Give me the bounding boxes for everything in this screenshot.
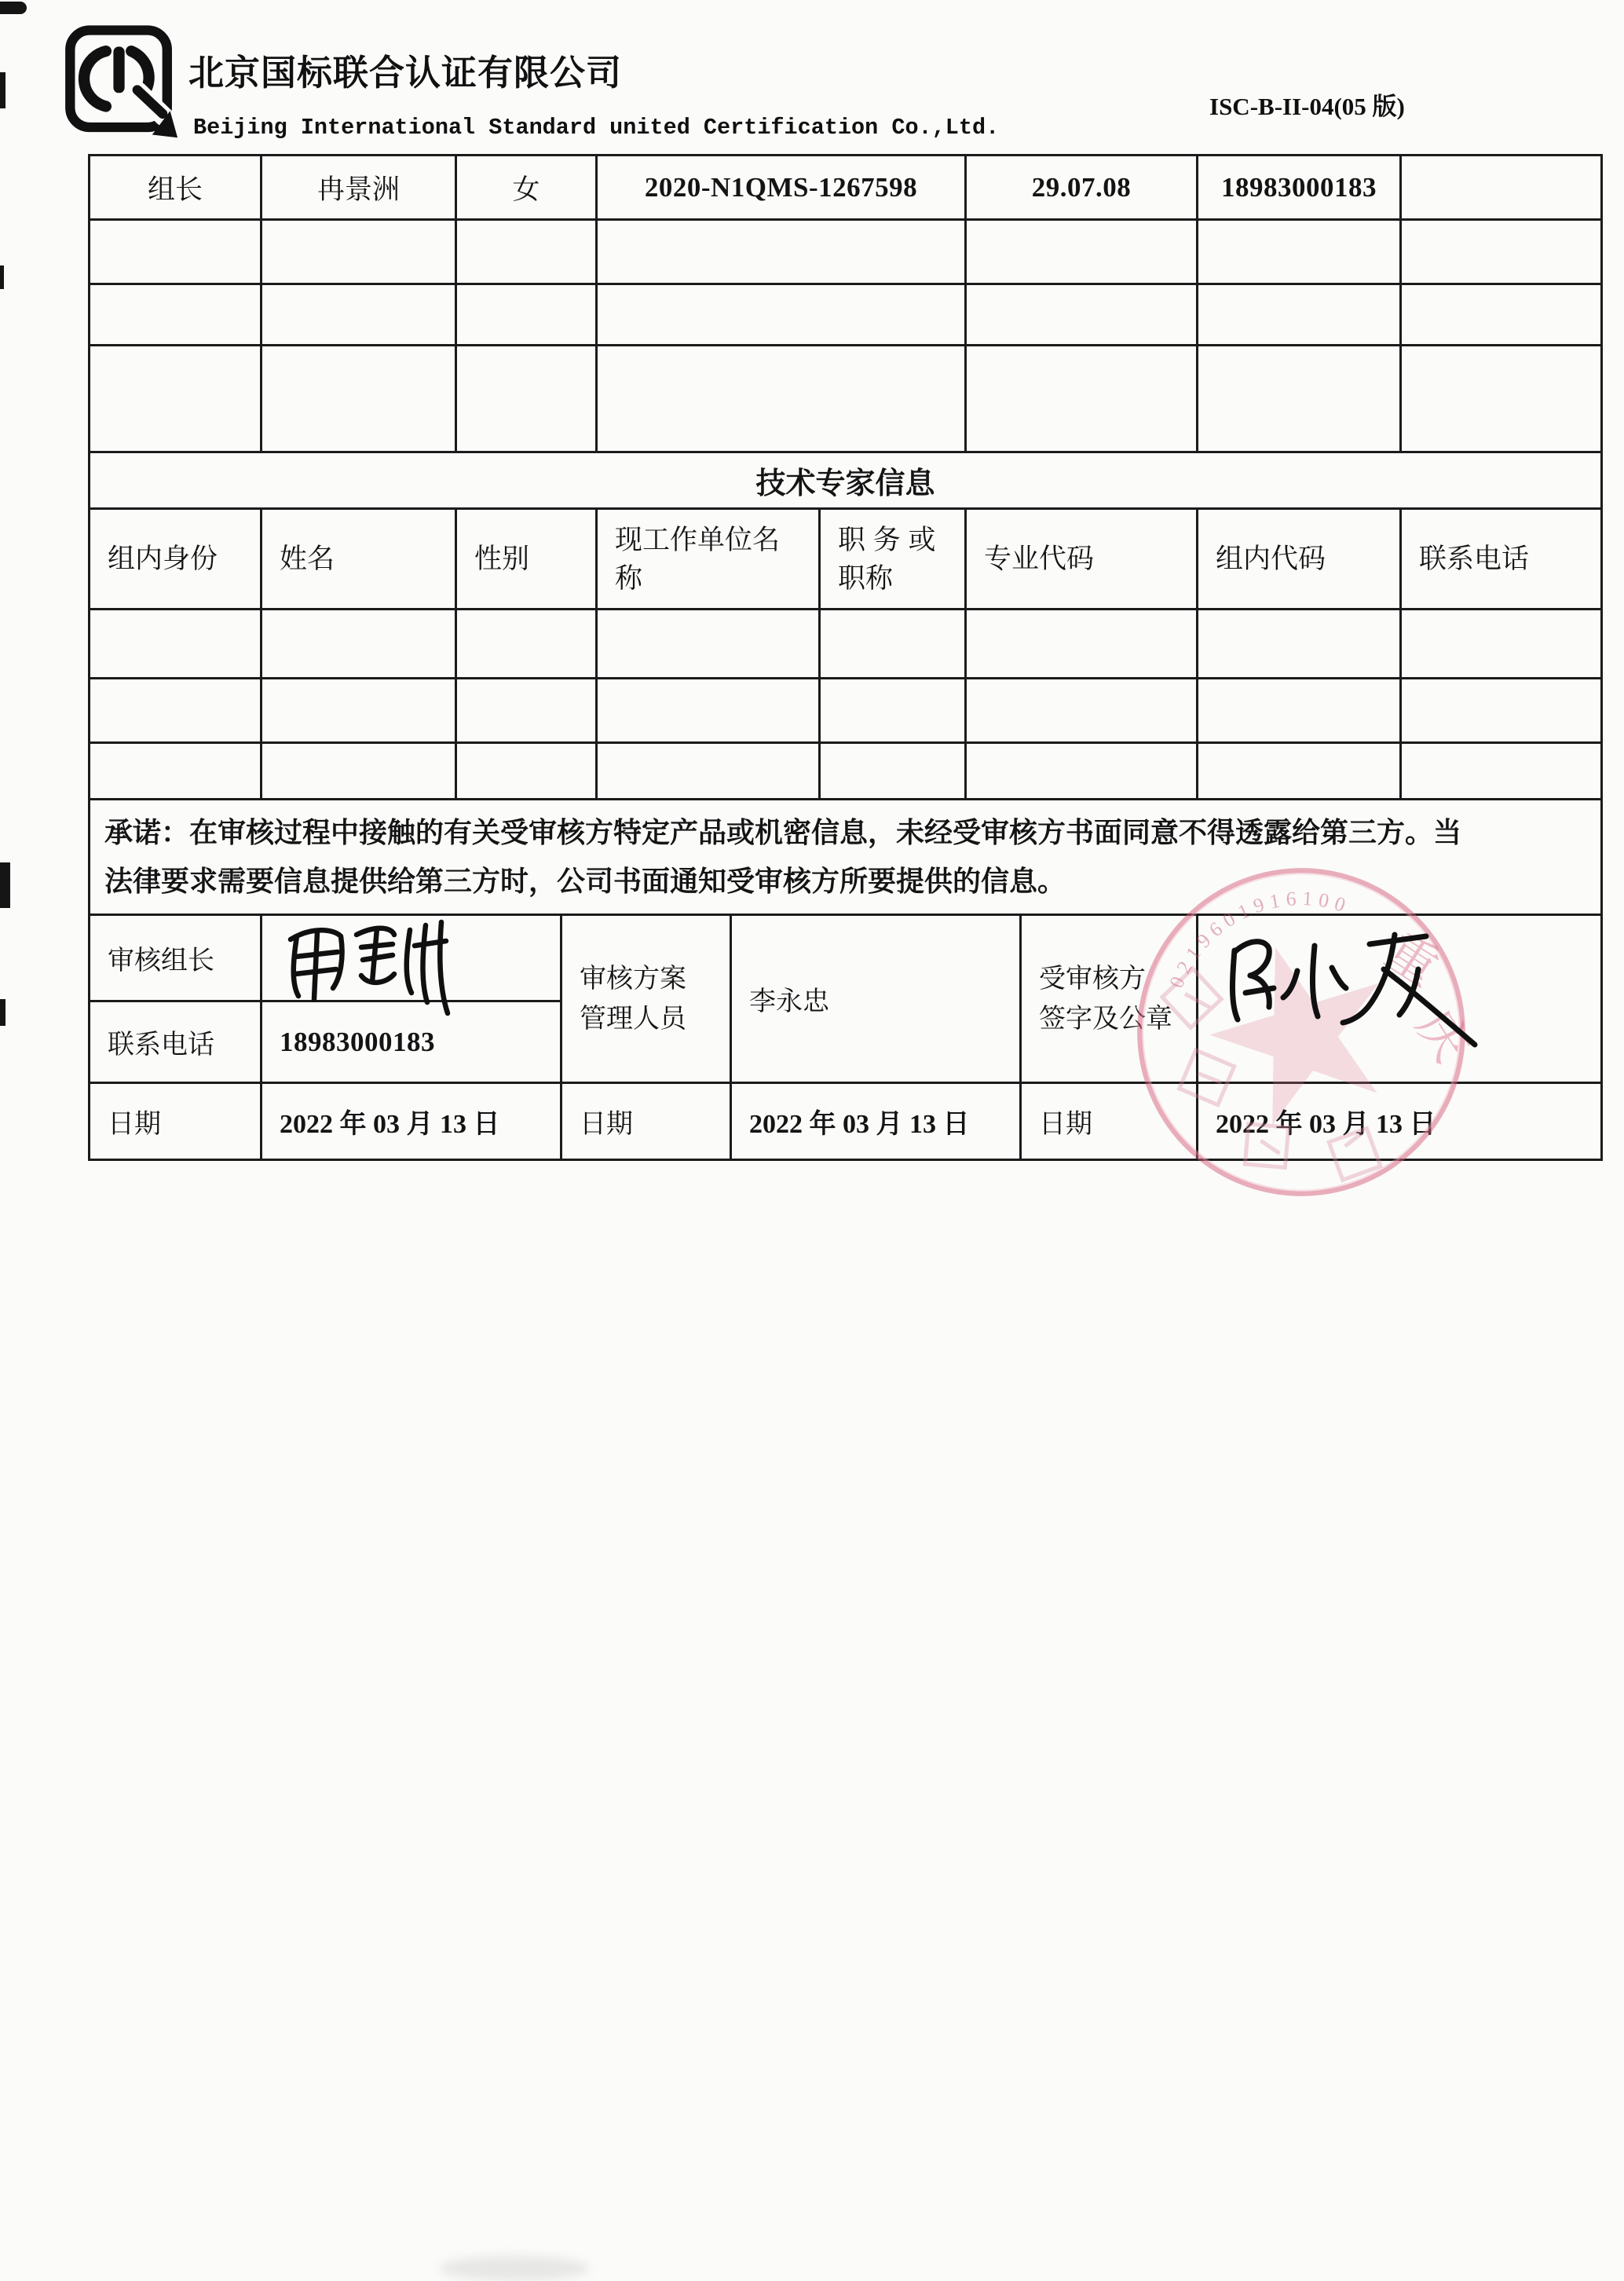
empty-cell — [597, 610, 820, 679]
auditee-label: 受审核方 签字及公章 — [1021, 915, 1198, 1083]
company-logo-icon — [60, 22, 179, 143]
empty-cell — [966, 346, 1198, 452]
empty-cell — [262, 610, 456, 679]
header-team-code: 组内代码 — [1198, 509, 1401, 610]
registration-no-cell: 2020-N1QMS-1267598 — [597, 156, 966, 220]
empty-cell — [1401, 156, 1602, 220]
empty-cell — [820, 610, 966, 679]
scan-artifact — [0, 72, 5, 108]
commitment-line1: 承诺：在审核过程中接触的有关受审核方特定产品或机密信息，未经受审核方书面同意不得透露给第三方。当 — [104, 816, 1462, 848]
document-code: ISC-B-II-04(05 版) — [1209, 93, 1405, 120]
date-row — [90, 1083, 1602, 1160]
form-tables — [88, 154, 1600, 1161]
date-value-1: 2022 年 03 月 13 日 — [262, 1083, 561, 1160]
empty-cell — [262, 743, 456, 800]
scan-artifact — [0, 2, 27, 14]
date-label-1: 日期 — [90, 1083, 262, 1160]
empty-cell — [456, 610, 597, 679]
audit-leader-label: 审核组长 — [90, 915, 262, 1001]
empty-cell — [966, 743, 1198, 800]
empty-cell — [262, 679, 456, 743]
header-title: 职 务 或 职称 — [820, 509, 966, 610]
company-name-en: Beijing International Standard united Certification Co.,Ltd. — [193, 115, 1000, 141]
empty-cell — [1198, 284, 1401, 346]
table-row — [90, 452, 1602, 509]
empty-cell — [90, 220, 262, 284]
gender-cell: 女 — [456, 156, 597, 220]
empty-cell — [262, 220, 456, 284]
role-cell: 组长 — [90, 156, 262, 220]
empty-cell — [262, 346, 456, 452]
expert-section-title: 技术专家信息 — [90, 452, 1602, 509]
contact-phone-value: 18983000183 — [262, 1001, 561, 1083]
scan-artifact — [0, 265, 4, 289]
empty-cell — [1401, 679, 1602, 743]
table-row — [90, 156, 1602, 220]
date-label-2: 日期 — [561, 1083, 731, 1160]
header-work-unit: 现工作单位名称 — [597, 509, 820, 610]
empty-cell — [1198, 679, 1401, 743]
scan-artifact — [0, 999, 5, 1026]
scheme-manager-name: 李永忠 — [731, 915, 1021, 1083]
date-label-3: 日期 — [1021, 1083, 1198, 1160]
empty-cell — [90, 610, 262, 679]
auditee-signature-cell — [1198, 915, 1602, 1083]
empty-cell — [597, 743, 820, 800]
empty-cell — [456, 284, 597, 346]
empty-cell — [456, 679, 597, 743]
empty-cell — [456, 743, 597, 800]
audit-team-table — [88, 154, 1603, 453]
empty-cell — [597, 346, 966, 452]
seal-serial-digits: 0219601916100 — [1165, 886, 1354, 992]
header-name: 姓名 — [262, 509, 456, 610]
empty-cell — [262, 284, 456, 346]
table-row — [90, 346, 1602, 452]
empty-cell — [1198, 220, 1401, 284]
scan-smudge — [440, 2256, 589, 2281]
signature-row — [90, 915, 1602, 1001]
commitment-line2: 法律要求需要信息提供给第三方时，公司书面通知受审核方所要提供的信息。 — [104, 865, 1066, 897]
empty-cell — [966, 220, 1198, 284]
code-cell: 29.07.08 — [966, 156, 1198, 220]
seal-ring-char: 重 — [1376, 923, 1448, 998]
header-gender: 性别 — [456, 509, 597, 610]
empty-cell — [597, 679, 820, 743]
table-row — [90, 284, 1602, 346]
empty-cell — [90, 284, 262, 346]
empty-cell — [1401, 284, 1602, 346]
table-row — [90, 743, 1602, 800]
empty-cell — [456, 220, 597, 284]
empty-cell — [456, 346, 597, 452]
empty-cell — [90, 679, 262, 743]
commitment-text — [90, 800, 1602, 915]
phone-cell: 18983000183 — [1198, 156, 1401, 220]
empty-cell — [820, 679, 966, 743]
empty-cell — [90, 743, 262, 800]
empty-cell — [1401, 610, 1602, 679]
date-value-2: 2022 年 03 月 13 日 — [731, 1083, 1021, 1160]
empty-cell — [966, 610, 1198, 679]
technical-expert-table — [88, 451, 1603, 800]
empty-cell — [90, 346, 262, 452]
empty-cell — [820, 743, 966, 800]
header-role: 组内身份 — [90, 509, 262, 610]
empty-cell — [597, 220, 966, 284]
audit-leader-signature-cell — [262, 915, 561, 1001]
commitment-row — [90, 800, 1602, 915]
empty-cell — [1198, 743, 1401, 800]
empty-cell — [1401, 743, 1602, 800]
seal-ring-char: 庆 — [1406, 999, 1480, 1072]
header-specialty-code: 专业代码 — [966, 509, 1198, 610]
header-phone: 联系电话 — [1401, 509, 1602, 610]
table-row — [90, 220, 1602, 284]
table-row — [90, 679, 1602, 743]
empty-cell — [1198, 346, 1401, 452]
name-cell: 冉景洲 — [262, 156, 456, 220]
empty-cell — [597, 284, 966, 346]
company-name-cn: 北京国标联合认证有限公司 — [188, 53, 623, 93]
scan-artifact — [0, 862, 10, 908]
table-row — [90, 610, 1602, 679]
date-value-3: 2022 年 03 月 13 日 — [1198, 1083, 1602, 1160]
table-header-row — [90, 509, 1602, 610]
empty-cell — [1198, 610, 1401, 679]
empty-cell — [966, 284, 1198, 346]
contact-phone-label: 联系电话 — [90, 1001, 262, 1083]
empty-cell — [966, 679, 1198, 743]
empty-cell — [1401, 346, 1602, 452]
signoff-table — [88, 798, 1603, 1161]
empty-cell — [1401, 220, 1602, 284]
scheme-manager-label: 审核方案 管理人员 — [561, 915, 731, 1083]
